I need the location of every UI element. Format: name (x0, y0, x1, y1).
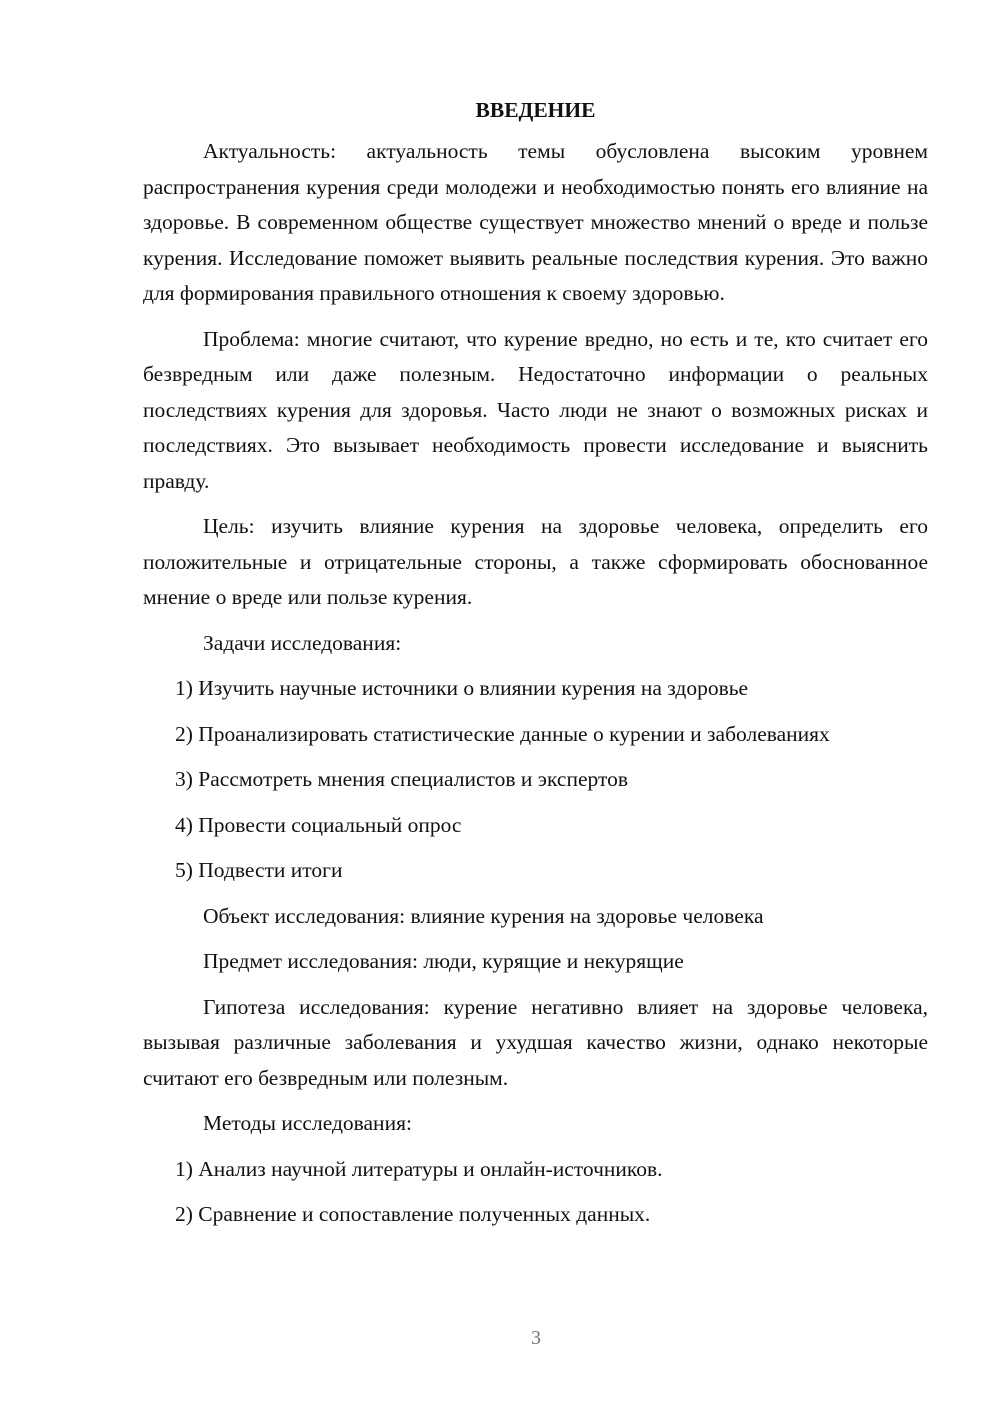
relevance-paragraph: Актуальность: актуальность темы обусловлена высоким уровнем распространения курения среди молодежи и необходимостью понять его влияние на здоровье. В современном обществе существует множество мнений о вреде и пользе курения. Исследование поможет выявить реальные последствия курения. Это важно для формирования правильного отношения к своему здоровью. (143, 139, 928, 305)
object-paragraph: Объект исследования: влияние курения на здоровье человека (203, 903, 764, 928)
document-body (143, 92, 928, 1243)
section-title: ВВЕДЕНИЕ (475, 98, 596, 122)
hypothesis-paragraph: Гипотеза исследования: курение негативно влияет на здоровье человека, вызывая различные заболевания и ухудшая качество жизни, однако некоторые считают его безвредным или полезным. (143, 994, 928, 1090)
tasks-heading: Задачи исследования: (203, 630, 402, 655)
method-item: 2) Сравнение и сопоставление полученных данных. (175, 1202, 651, 1226)
page-number: 3 (531, 1327, 541, 1349)
task-item: 1) Изучить научные источники о влиянии курения на здоровье (175, 676, 749, 700)
task-item: 5) Подвести итоги (175, 858, 343, 882)
method-item: 1) Анализ научной литературы и онлайн-источников. (175, 1156, 663, 1181)
task-item: 4) Провести социальный опрос (175, 812, 462, 837)
goal-paragraph: Цель: изучить влияние курения на здоровье человека, определить его положительные и отрицательные стороны, а также сформировать обоснованное мнение о вреде или пользе курения. (143, 514, 928, 609)
task-item: 2) Проанализировать статистические данные о курении и заболеваниях (175, 721, 830, 746)
subject-paragraph: Предмет исследования: люди, курящие и некурящие (203, 949, 684, 973)
methods-heading: Методы исследования: (203, 1111, 412, 1135)
task-item: 3) Рассмотреть мнения специалистов и экспертов (175, 767, 628, 791)
problem-paragraph: Проблема: многие считают, что курение вредно, но есть и те, кто считает его безвредным или даже полезным. Недостаточно информации о реальных последствиях курения для здоровья. Часто люди не знают о возможных рисках и последствиях. Это вызывает необходимость провести исследование и выяснить правду. (143, 326, 928, 493)
